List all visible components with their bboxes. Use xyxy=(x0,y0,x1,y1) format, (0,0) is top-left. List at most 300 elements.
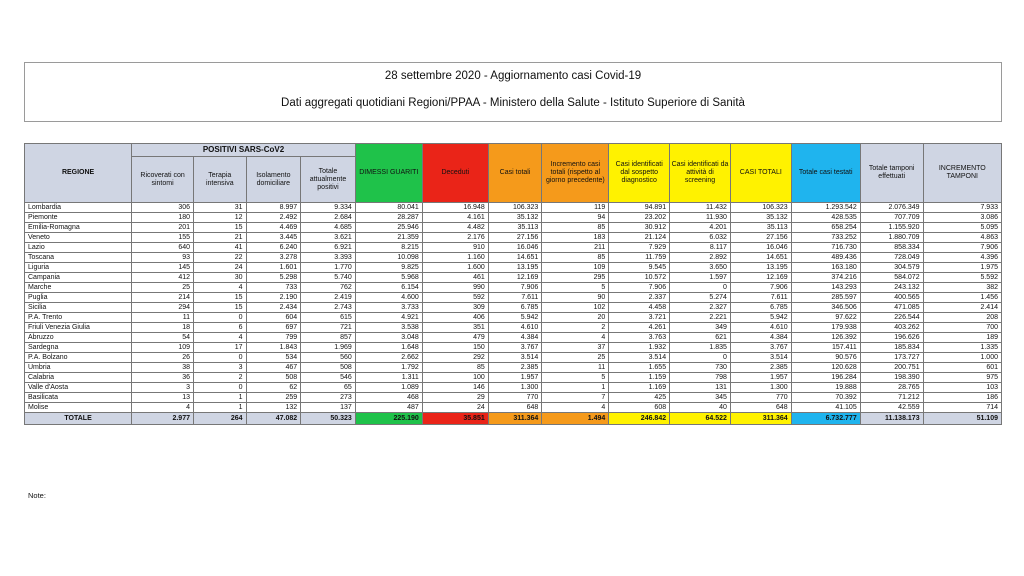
table-row xyxy=(25,273,1002,283)
data-cell: 285.597 xyxy=(791,293,860,303)
data-cell: 1.655 xyxy=(609,363,670,373)
data-cell: 0 xyxy=(194,313,247,323)
table-row xyxy=(25,313,1002,323)
data-cell: 40 xyxy=(670,403,731,413)
data-cell: 243.132 xyxy=(860,283,923,293)
data-cell: 6.785 xyxy=(730,303,791,313)
data-cell: 200.751 xyxy=(860,363,923,373)
data-cell: 658.254 xyxy=(791,223,860,233)
col-header-terapia-intensiva: Terapia intensiva xyxy=(194,157,247,203)
total-cell: 264 xyxy=(194,413,247,425)
col-header-incremento-tamponi: INCREMENTO TAMPONI xyxy=(923,144,1001,203)
table-row xyxy=(25,233,1002,243)
data-cell: 1.648 xyxy=(355,343,422,353)
data-cell: 93 xyxy=(132,253,194,263)
data-cell: 3.650 xyxy=(670,263,731,273)
data-cell: 41.105 xyxy=(791,403,860,413)
data-cell: 30.912 xyxy=(609,223,670,233)
data-cell: 14.651 xyxy=(730,253,791,263)
data-cell: 479 xyxy=(422,333,488,343)
data-cell: 196.284 xyxy=(791,373,860,383)
table-row xyxy=(25,203,1002,213)
data-cell: 1.880.709 xyxy=(860,233,923,243)
data-cell: 1.169 xyxy=(609,383,670,393)
data-cell: 150 xyxy=(422,343,488,353)
data-cell: 157.411 xyxy=(791,343,860,353)
data-cell: 2 xyxy=(542,323,609,333)
data-cell: 640 xyxy=(132,243,194,253)
data-cell: 16.046 xyxy=(730,243,791,253)
total-cell: 2.977 xyxy=(132,413,194,425)
data-cell: 17 xyxy=(194,343,247,353)
data-cell: 185.834 xyxy=(860,343,923,353)
data-cell: 9.334 xyxy=(301,203,356,213)
note-label: Note: xyxy=(28,491,46,500)
data-cell: 975 xyxy=(923,373,1001,383)
data-cell: 1.456 xyxy=(923,293,1001,303)
data-cell: 7.906 xyxy=(730,283,791,293)
data-cell: 155 xyxy=(132,233,194,243)
data-cell: 798 xyxy=(670,373,731,383)
data-cell: 54 xyxy=(132,333,194,343)
data-cell: 2.662 xyxy=(355,353,422,363)
data-cell: 1 xyxy=(194,403,247,413)
data-cell: 2.419 xyxy=(301,293,356,303)
data-cell: 309 xyxy=(422,303,488,313)
data-cell: 4.458 xyxy=(609,303,670,313)
region-name-cell: Campania xyxy=(25,273,132,283)
data-cell: 35.132 xyxy=(730,213,791,223)
data-cell: 4.600 xyxy=(355,293,422,303)
data-cell: 102 xyxy=(542,303,609,313)
data-cell: 214 xyxy=(132,293,194,303)
table-row xyxy=(25,353,1002,363)
data-cell: 25 xyxy=(132,283,194,293)
data-cell: 1.969 xyxy=(301,343,356,353)
total-cell: 311.364 xyxy=(488,413,542,425)
data-cell: 3.514 xyxy=(488,353,542,363)
col-header-casi-totali-2: CASI TOTALI xyxy=(730,144,791,203)
data-cell: 30 xyxy=(194,273,247,283)
data-cell: 4 xyxy=(194,283,247,293)
data-cell: 2.385 xyxy=(730,363,791,373)
data-cell: 97.622 xyxy=(791,313,860,323)
col-header-tamponi: Totale tamponi effettuati xyxy=(860,144,923,203)
total-cell: 50.323 xyxy=(301,413,356,425)
total-cell: 1.494 xyxy=(542,413,609,425)
data-cell: 126.392 xyxy=(791,333,860,343)
data-cell: 306 xyxy=(132,203,194,213)
col-header-sospetto-diagnostico: Casi identificati dal sospetto diagnostico xyxy=(609,144,670,203)
data-cell: 3.763 xyxy=(609,333,670,343)
region-name-cell: Marche xyxy=(25,283,132,293)
data-cell: 3.514 xyxy=(609,353,670,363)
data-cell: 37 xyxy=(542,343,609,353)
total-cell: 225.190 xyxy=(355,413,422,425)
data-cell: 374.216 xyxy=(791,273,860,283)
data-cell: 208 xyxy=(923,313,1001,323)
data-cell: 71.212 xyxy=(860,393,923,403)
data-cell: 534 xyxy=(246,353,301,363)
data-cell: 21.359 xyxy=(355,233,422,243)
data-cell: 8.215 xyxy=(355,243,422,253)
data-cell: 349 xyxy=(670,323,731,333)
data-cell: 11 xyxy=(542,363,609,373)
data-cell: 259 xyxy=(246,393,301,403)
data-cell: 109 xyxy=(132,343,194,353)
data-cell: 3 xyxy=(132,383,194,393)
data-cell: 8.117 xyxy=(670,243,731,253)
data-cell: 16.948 xyxy=(422,203,488,213)
data-cell: 0 xyxy=(194,383,247,393)
data-cell: 707.709 xyxy=(860,213,923,223)
data-cell: 648 xyxy=(730,403,791,413)
data-cell: 3.086 xyxy=(923,213,1001,223)
data-cell: 25 xyxy=(542,353,609,363)
data-cell: 471.085 xyxy=(860,303,923,313)
data-cell: 106.323 xyxy=(730,203,791,213)
data-cell: 7.906 xyxy=(609,283,670,293)
data-cell: 85 xyxy=(422,363,488,373)
data-cell: 292 xyxy=(422,353,488,363)
data-cell: 4.201 xyxy=(670,223,731,233)
data-cell: 80.041 xyxy=(355,203,422,213)
data-cell: 858.334 xyxy=(860,243,923,253)
region-name-cell: Toscana xyxy=(25,253,132,263)
region-name-cell: Friuli Venezia Giulia xyxy=(25,323,132,333)
data-cell: 6.921 xyxy=(301,243,356,253)
data-cell: 1.957 xyxy=(730,373,791,383)
data-cell: 728.049 xyxy=(860,253,923,263)
data-cell: 1 xyxy=(194,393,247,403)
data-cell: 4.261 xyxy=(609,323,670,333)
data-cell: 4.921 xyxy=(355,313,422,323)
region-name-cell: Puglia xyxy=(25,293,132,303)
data-cell: 11.759 xyxy=(609,253,670,263)
data-cell: 211 xyxy=(542,243,609,253)
data-cell: 10.572 xyxy=(609,273,670,283)
table-row xyxy=(25,243,1002,253)
data-cell: 910 xyxy=(422,243,488,253)
col-header-casi-totali: Casi totali xyxy=(488,144,542,203)
data-cell: 42.559 xyxy=(860,403,923,413)
data-cell: 21.124 xyxy=(609,233,670,243)
data-cell: 120.628 xyxy=(791,363,860,373)
data-cell: 119 xyxy=(542,203,609,213)
data-cell: 28.287 xyxy=(355,213,422,223)
covid-cases-table xyxy=(24,143,1002,425)
data-cell: 28.765 xyxy=(860,383,923,393)
data-cell: 0 xyxy=(194,353,247,363)
data-cell: 6.154 xyxy=(355,283,422,293)
data-cell: 3.393 xyxy=(301,253,356,263)
region-name-cell: Lazio xyxy=(25,243,132,253)
data-cell: 648 xyxy=(488,403,542,413)
data-cell: 29 xyxy=(422,393,488,403)
data-cell: 35.113 xyxy=(488,223,542,233)
data-cell: 15 xyxy=(194,303,247,313)
data-cell: 990 xyxy=(422,283,488,293)
report-subtitle: Dati aggregati quotidiani Regioni/PPAA - Ministero della Salute - Istituto Superiore di Sanità xyxy=(281,97,745,109)
data-cell: 132 xyxy=(246,403,301,413)
data-cell: 35.113 xyxy=(730,223,791,233)
data-cell: 5.095 xyxy=(923,223,1001,233)
data-cell: 15 xyxy=(194,293,247,303)
table-row xyxy=(25,253,1002,263)
data-cell: 31 xyxy=(194,203,247,213)
data-cell: 5.968 xyxy=(355,273,422,283)
col-header-dimessi: DIMESSI GUARITI xyxy=(355,144,422,203)
data-cell: 226.544 xyxy=(860,313,923,323)
data-cell: 1.932 xyxy=(609,343,670,353)
data-cell: 346.506 xyxy=(791,303,860,313)
data-cell: 3.048 xyxy=(355,333,422,343)
data-cell: 762 xyxy=(301,283,356,293)
region-name-cell: Calabria xyxy=(25,373,132,383)
data-cell: 3.538 xyxy=(355,323,422,333)
data-cell: 173.727 xyxy=(860,353,923,363)
region-name-cell: Piemonte xyxy=(25,213,132,223)
data-cell: 14.651 xyxy=(488,253,542,263)
data-cell: 10.098 xyxy=(355,253,422,263)
data-cell: 382 xyxy=(923,283,1001,293)
table-row xyxy=(25,263,1002,273)
data-cell: 35.132 xyxy=(488,213,542,223)
table-row xyxy=(25,303,1002,313)
data-cell: 6.032 xyxy=(670,233,731,243)
data-cell: 857 xyxy=(301,333,356,343)
data-cell: 25.946 xyxy=(355,223,422,233)
data-cell: 1.843 xyxy=(246,343,301,353)
data-cell: 19.888 xyxy=(791,383,860,393)
data-cell: 70.392 xyxy=(791,393,860,403)
data-cell: 468 xyxy=(355,393,422,403)
data-cell: 7.933 xyxy=(923,203,1001,213)
header-group-row xyxy=(25,144,1002,157)
data-cell: 0 xyxy=(670,283,731,293)
data-cell: 2.684 xyxy=(301,213,356,223)
region-name-cell: Umbria xyxy=(25,363,132,373)
total-label-cell: TOTALE xyxy=(25,413,132,425)
data-cell: 201 xyxy=(132,223,194,233)
total-cell: 64.522 xyxy=(670,413,731,425)
data-cell: 487 xyxy=(355,403,422,413)
data-cell: 403.262 xyxy=(860,323,923,333)
data-cell: 1.293.542 xyxy=(791,203,860,213)
data-cell: 38 xyxy=(132,363,194,373)
data-cell: 1.835 xyxy=(670,343,731,353)
data-cell: 615 xyxy=(301,313,356,323)
data-cell: 13.195 xyxy=(488,263,542,273)
data-cell: 5 xyxy=(542,283,609,293)
table-row xyxy=(25,293,1002,303)
region-name-cell: P.A. Trento xyxy=(25,313,132,323)
data-cell: 716.730 xyxy=(791,243,860,253)
data-cell: 7.906 xyxy=(923,243,1001,253)
data-cell: 7 xyxy=(542,393,609,403)
data-cell: 1.089 xyxy=(355,383,422,393)
total-cell: 35.851 xyxy=(422,413,488,425)
data-cell: 1.597 xyxy=(670,273,731,283)
data-cell: 273 xyxy=(301,393,356,403)
data-cell: 560 xyxy=(301,353,356,363)
data-cell: 65 xyxy=(301,383,356,393)
data-cell: 294 xyxy=(132,303,194,313)
table-row xyxy=(25,223,1002,233)
data-cell: 16.046 xyxy=(488,243,542,253)
data-cell: 4.482 xyxy=(422,223,488,233)
data-cell: 1.300 xyxy=(730,383,791,393)
data-cell: 700 xyxy=(923,323,1001,333)
region-name-cell: Molise xyxy=(25,403,132,413)
data-cell: 90.576 xyxy=(791,353,860,363)
total-cell: 47.082 xyxy=(246,413,301,425)
data-cell: 94 xyxy=(542,213,609,223)
data-cell: 11.930 xyxy=(670,213,731,223)
data-cell: 1.300 xyxy=(488,383,542,393)
data-cell: 9.825 xyxy=(355,263,422,273)
data-cell: 198.390 xyxy=(860,373,923,383)
data-cell: 36 xyxy=(132,373,194,383)
table-row xyxy=(25,343,1002,353)
data-cell: 12.169 xyxy=(488,273,542,283)
data-cell: 6.785 xyxy=(488,303,542,313)
data-cell: 2.743 xyxy=(301,303,356,313)
data-cell: 4 xyxy=(194,333,247,343)
data-cell: 4 xyxy=(542,403,609,413)
data-cell: 2.327 xyxy=(670,303,731,313)
data-cell: 4.161 xyxy=(422,213,488,223)
table-row xyxy=(25,393,1002,403)
data-cell: 5.942 xyxy=(488,313,542,323)
col-header-isolamento: Isolamento domiciliare xyxy=(246,157,301,203)
data-cell: 489.436 xyxy=(791,253,860,263)
data-cell: 2.492 xyxy=(246,213,301,223)
data-cell: 2.434 xyxy=(246,303,301,313)
data-cell: 1.159 xyxy=(609,373,670,383)
data-cell: 425 xyxy=(609,393,670,403)
data-cell: 21 xyxy=(194,233,247,243)
data-cell: 18 xyxy=(132,323,194,333)
positivi-group-header: POSITIVI SARS-CoV2 xyxy=(132,144,356,157)
data-cell: 400.565 xyxy=(860,293,923,303)
data-cell: 584.072 xyxy=(860,273,923,283)
data-cell: 13.195 xyxy=(730,263,791,273)
region-name-cell: Liguria xyxy=(25,263,132,273)
data-cell: 3.767 xyxy=(488,343,542,353)
data-cell: 24 xyxy=(422,403,488,413)
data-cell: 508 xyxy=(246,373,301,383)
region-name-cell: Valle d'Aosta xyxy=(25,383,132,393)
data-cell: 7.611 xyxy=(730,293,791,303)
data-cell: 7.929 xyxy=(609,243,670,253)
data-cell: 1.957 xyxy=(488,373,542,383)
data-cell: 24 xyxy=(194,263,247,273)
data-cell: 2.414 xyxy=(923,303,1001,313)
data-cell: 27.156 xyxy=(488,233,542,243)
data-cell: 2.190 xyxy=(246,293,301,303)
data-cell: 2.221 xyxy=(670,313,731,323)
data-cell: 20 xyxy=(542,313,609,323)
data-cell: 11.432 xyxy=(670,203,731,213)
col-header-casi-testati: Totale casi testati xyxy=(791,144,860,203)
data-cell: 2.892 xyxy=(670,253,731,263)
data-cell: 0 xyxy=(670,353,731,363)
col-header-totale-positivi: Totale attualmente positivi xyxy=(301,157,356,203)
data-cell: 4.610 xyxy=(488,323,542,333)
data-cell: 428.535 xyxy=(791,213,860,223)
total-row xyxy=(25,413,1002,425)
data-cell: 4.384 xyxy=(730,333,791,343)
data-cell: 8.997 xyxy=(246,203,301,213)
data-cell: 2.337 xyxy=(609,293,670,303)
data-cell: 5.592 xyxy=(923,273,1001,283)
total-cell: 246.842 xyxy=(609,413,670,425)
region-name-cell: Abruzzo xyxy=(25,333,132,343)
table-row xyxy=(25,323,1002,333)
data-cell: 131 xyxy=(670,383,731,393)
data-cell: 546 xyxy=(301,373,356,383)
data-cell: 109 xyxy=(542,263,609,273)
data-cell: 799 xyxy=(246,333,301,343)
data-cell: 412 xyxy=(132,273,194,283)
data-cell: 1.155.920 xyxy=(860,223,923,233)
total-cell: 311.364 xyxy=(730,413,791,425)
col-header-ricoverati: Ricoverati con sintomi xyxy=(132,157,194,203)
data-cell: 137 xyxy=(301,403,356,413)
total-cell: 6.732.777 xyxy=(791,413,860,425)
data-cell: 100 xyxy=(422,373,488,383)
data-cell: 508 xyxy=(301,363,356,373)
data-cell: 601 xyxy=(923,363,1001,373)
data-cell: 145 xyxy=(132,263,194,273)
data-cell: 183 xyxy=(542,233,609,243)
data-cell: 1.600 xyxy=(422,263,488,273)
data-cell: 3.733 xyxy=(355,303,422,313)
data-cell: 1.975 xyxy=(923,263,1001,273)
data-cell: 1.311 xyxy=(355,373,422,383)
data-cell: 621 xyxy=(670,333,731,343)
region-name-cell: P.A. Bolzano xyxy=(25,353,132,363)
total-cell: 51.109 xyxy=(923,413,1001,425)
data-cell: 3.445 xyxy=(246,233,301,243)
data-cell: 5.740 xyxy=(301,273,356,283)
data-cell: 5.942 xyxy=(730,313,791,323)
table-row xyxy=(25,403,1002,413)
data-cell: 85 xyxy=(542,253,609,263)
data-cell: 189 xyxy=(923,333,1001,343)
data-cell: 345 xyxy=(670,393,731,403)
data-cell: 1.601 xyxy=(246,263,301,273)
data-cell: 1.792 xyxy=(355,363,422,373)
data-cell: 12.169 xyxy=(730,273,791,283)
region-name-cell: Emilia-Romagna xyxy=(25,223,132,233)
data-cell: 4.610 xyxy=(730,323,791,333)
data-cell: 4.685 xyxy=(301,223,356,233)
data-cell: 5 xyxy=(542,373,609,383)
data-cell: 304.579 xyxy=(860,263,923,273)
table-row xyxy=(25,333,1002,343)
data-cell: 6.240 xyxy=(246,243,301,253)
region-name-cell: Sardegna xyxy=(25,343,132,353)
data-cell: 27.156 xyxy=(730,233,791,243)
data-cell: 295 xyxy=(542,273,609,283)
data-cell: 4 xyxy=(132,403,194,413)
data-cell: 13 xyxy=(132,393,194,403)
data-cell: 5.298 xyxy=(246,273,301,283)
data-cell: 733.252 xyxy=(791,233,860,243)
table-row xyxy=(25,213,1002,223)
